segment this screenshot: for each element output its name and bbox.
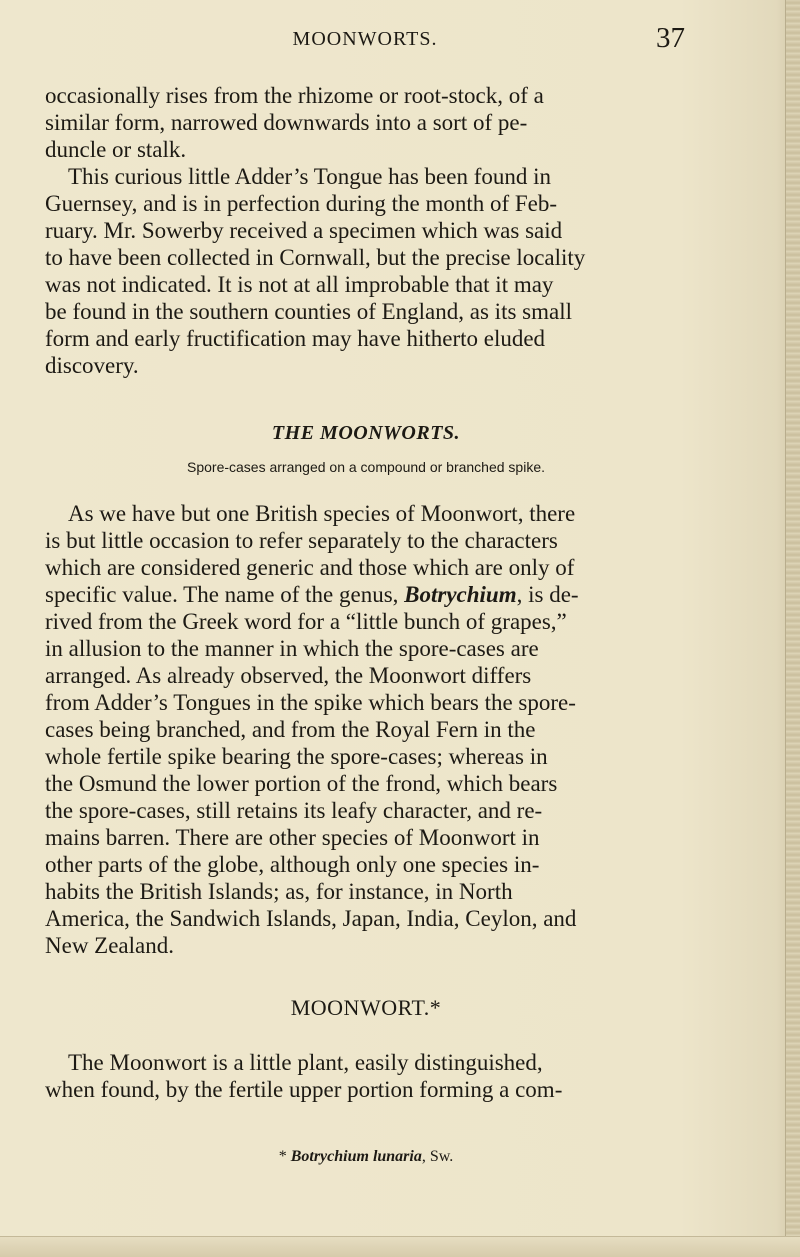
- text-line: form and early fructification may have hitherto eluded: [45, 326, 546, 351]
- text-line: to have been collected in Cornwall, but the precise locality: [45, 245, 586, 270]
- text-line: discovery.: [45, 353, 139, 378]
- footnote: [45, 1148, 687, 1166]
- text-line: habits the British Islands; as, for instance, in North: [45, 879, 513, 904]
- genus-name: Botrychium: [404, 582, 517, 607]
- text-fragment: , is de-: [516, 582, 579, 607]
- text-line: the spore-cases, still retains its leafy character, and re-: [45, 798, 543, 823]
- section-title: THE MOONWORTS.: [271, 422, 461, 444]
- text-line: [45, 581, 687, 608]
- text-line: Guernsey, and is in perfection during the month of Feb-: [45, 191, 558, 216]
- text-line: The Moonwort is a little plant, easily distinguished,: [68, 1050, 543, 1075]
- running-head: [45, 22, 685, 56]
- paragraph-4: [45, 1049, 687, 1103]
- text-line: occasionally rises from the rhizome or root-stock, of a: [45, 83, 544, 108]
- text-line: is but little occasion to refer separately to the characters: [45, 528, 558, 553]
- page-number: 37: [656, 22, 685, 54]
- text-line: America, the Sandwich Islands, Japan, India, Ceylon, and: [45, 906, 577, 931]
- page-bottom-edge: [0, 1236, 800, 1257]
- footnote-author: , Sw.: [421, 1148, 454, 1165]
- section-caption: Spore-cases arranged on a compound or branched spike.: [187, 459, 545, 475]
- text-line: duncle or stalk.: [45, 137, 187, 162]
- text-line: whole fertile spike bearing the spore-cases; whereas in: [45, 744, 548, 769]
- footnote-marker: *: [278, 1148, 291, 1165]
- footnote-species: Botrychium lunaria: [290, 1148, 422, 1165]
- paragraph-3: [45, 500, 687, 959]
- paragraph-1: [45, 82, 687, 163]
- page-edge: [785, 0, 800, 1257]
- text-line: the Osmund the lower portion of the frond, which bears: [45, 771, 558, 796]
- text-line: arranged. As already observed, the Moonwort differs: [45, 663, 532, 688]
- text-line: New Zealand.: [45, 933, 174, 958]
- text-line: when found, by the fertile upper portion forming a com-: [45, 1077, 563, 1102]
- paragraph-2: [45, 163, 687, 379]
- text-line: similar form, narrowed downwards into a sort of pe-: [45, 110, 528, 135]
- text-line: was not indicated. It is not at all improbable that it may: [45, 272, 554, 297]
- species-heading: MOONWORT.*: [290, 995, 442, 1020]
- text-line: from Adder’s Tongues in the spike which bears the spore-: [45, 690, 576, 715]
- running-title: MOONWORTS.: [292, 28, 438, 50]
- text-line: ruary. Mr. Sowerby received a specimen which was said: [45, 218, 563, 243]
- text-line: rived from the Greek word for a “little bunch of grapes,”: [45, 609, 567, 634]
- text-line: cases being branched, and from the Royal Fern in the: [45, 717, 536, 742]
- text-line: mains barren. There are other species of Moonwort in: [45, 825, 540, 850]
- text-line: which are considered generic and those which are only of: [45, 555, 575, 580]
- text-line: other parts of the globe, although only one species in-: [45, 852, 540, 877]
- text-fragment: specific value. The name of the genus,: [45, 582, 405, 607]
- text-line: This curious little Adder’s Tongue has been found in: [68, 164, 552, 189]
- text-line: in allusion to the manner in which the spore-cases are: [45, 636, 539, 661]
- text-line: As we have but one British species of Moonwort, there: [68, 501, 576, 526]
- text-line: be found in the southern counties of England, as its small: [45, 299, 572, 324]
